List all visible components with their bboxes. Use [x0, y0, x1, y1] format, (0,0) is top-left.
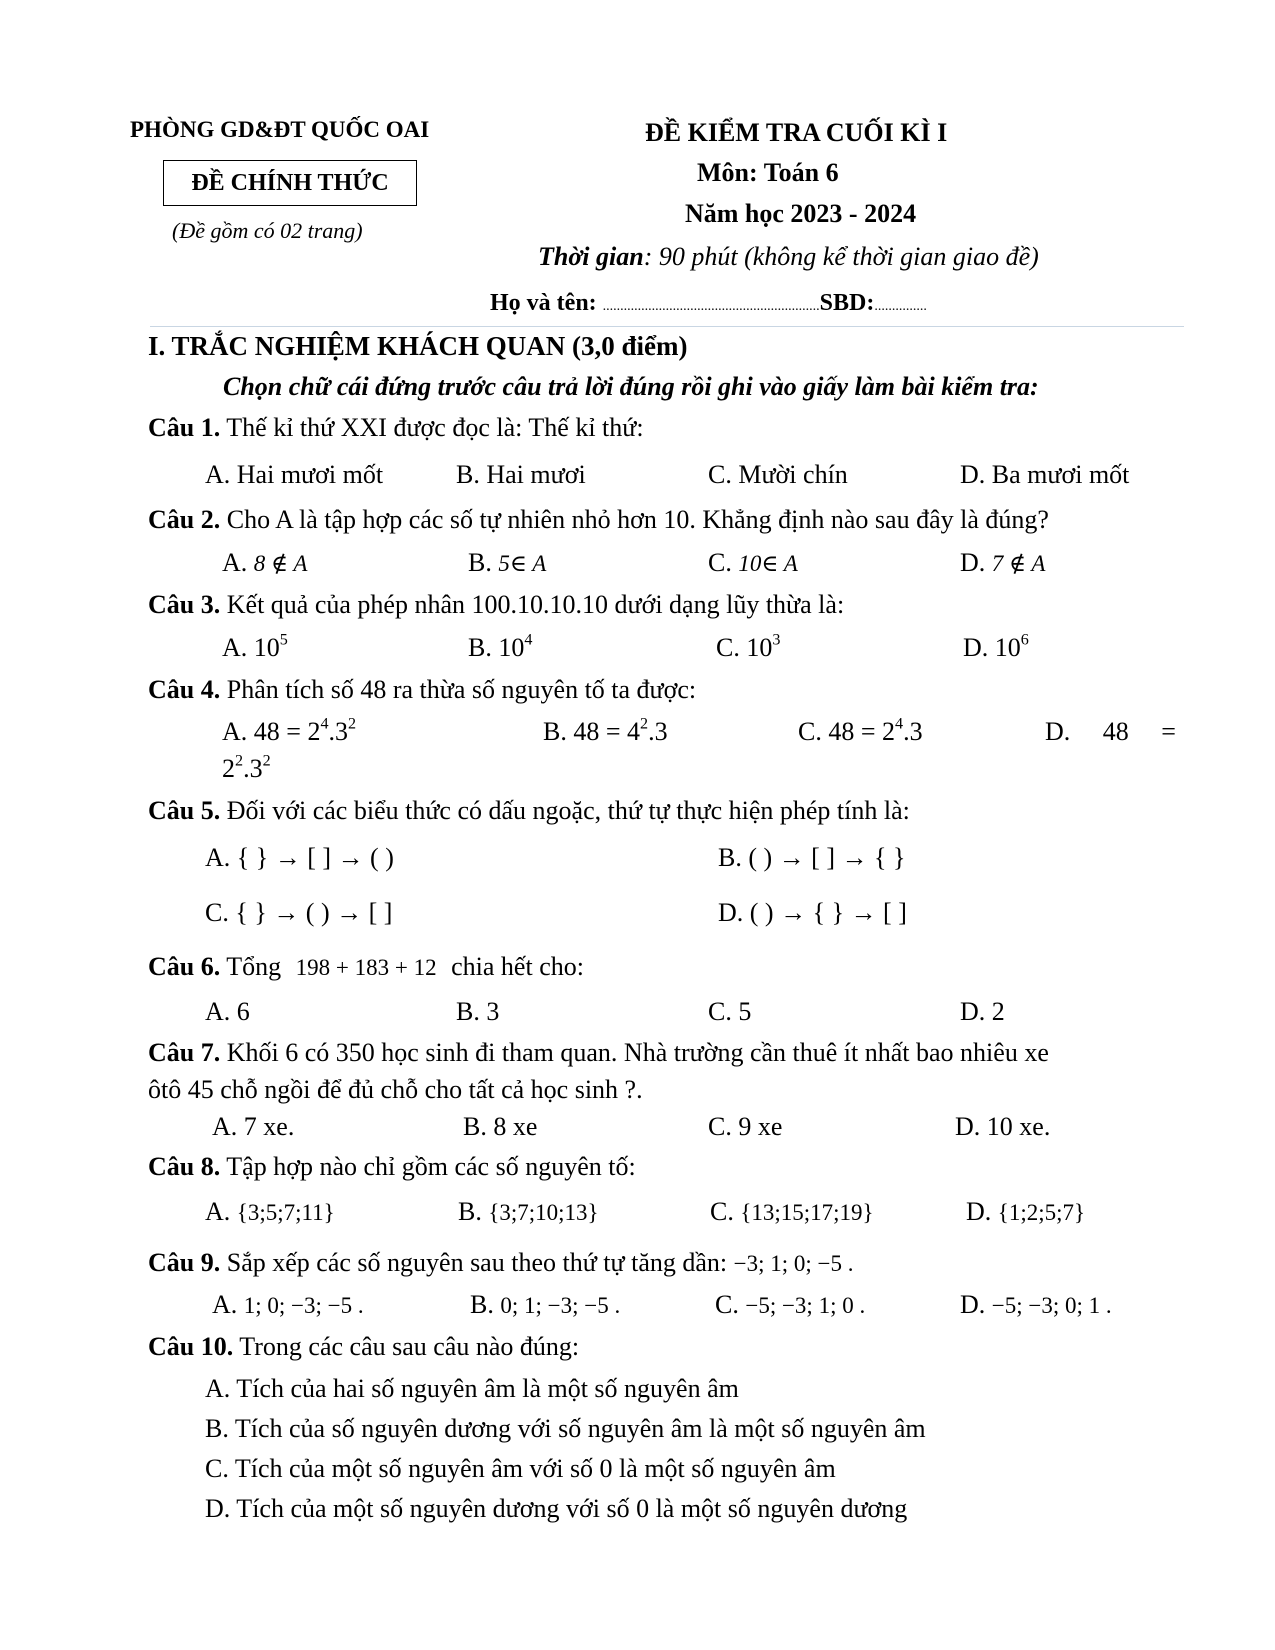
option-exponent: 2 — [235, 752, 244, 770]
question-10 — [148, 1332, 579, 1362]
question-3 — [148, 590, 844, 620]
q1-option-b: B. Hai mươi — [456, 460, 586, 489]
question-number: Câu 8. — [148, 1152, 221, 1181]
header-divider — [150, 326, 1184, 327]
q10-option-d: D. Tích của một số nguyên dương với số 0 là một số nguyên dương — [205, 1494, 908, 1523]
q4-option-d-value — [222, 754, 271, 784]
option-text: .3 — [328, 717, 349, 746]
question-text: Tập hợp nào chỉ gồm các số nguyên tố: — [220, 1152, 636, 1181]
q5-option-a: A. { } → [ ] → ( ) — [205, 843, 394, 872]
name-dots: .............................................................. — [602, 299, 820, 314]
time-value: : 90 phút (không kể thời gian giao đề) — [643, 242, 1039, 271]
question-number: Câu 10. — [148, 1332, 234, 1361]
option-base: D. 10 — [963, 633, 1021, 662]
option-letter: A. — [222, 548, 254, 577]
option-math: 8 ∉ A — [253, 551, 308, 576]
sbd-dots: ............... — [874, 299, 927, 314]
question-expression: 198 + 183 + 12 — [295, 955, 437, 980]
option-letter: C. — [715, 1290, 746, 1319]
option-set: {3;7;10;13} — [488, 1200, 599, 1225]
option-letter: C. — [710, 1197, 741, 1226]
q7-option-a: A. 7 xe. — [212, 1112, 295, 1141]
question-text: Cho A là tập hợp các số tự nhiên nhỏ hơn 10. Khẳng định nào sau đây là đúng? — [220, 505, 1049, 534]
option-exponent: 5 — [279, 631, 288, 649]
q3-option-b — [468, 633, 532, 663]
question-1 — [148, 413, 644, 443]
question-text: Phân tích số 48 ra thừa số nguyên tố ta được: — [220, 675, 697, 704]
q10-option-b: B. Tích của số nguyên dương với số nguyên âm là một số nguyên âm — [205, 1414, 926, 1443]
option-set: {3;5;7;11} — [236, 1200, 335, 1225]
option-text: A. 48 = 2 — [222, 717, 321, 746]
q9-option-c — [715, 1290, 865, 1320]
option-letter: D. — [966, 1197, 998, 1226]
question-text: chia hết cho: — [444, 952, 584, 981]
q7-option-c: C. 9 xe — [708, 1112, 783, 1141]
question-5 — [148, 796, 910, 826]
option-letter: A. — [205, 1197, 237, 1226]
time-line — [538, 242, 1039, 272]
option-base: C. 10 — [716, 633, 773, 662]
option-base: B. 10 — [468, 633, 525, 662]
option-math: 10∈ A — [738, 551, 798, 576]
question-text: Tổng — [220, 952, 288, 981]
question-text: Khối 6 có 350 học sinh đi tham quan. Nhà trường cần thuê ít nhất bao nhiêu xe — [220, 1038, 1049, 1067]
pages-note: (Đề gồm có 02 trang) — [172, 218, 363, 243]
q4-option-a — [222, 717, 356, 747]
option-base: A. 10 — [222, 633, 280, 662]
sbd-label: SBD: — [819, 290, 875, 316]
q6-option-b: B. 3 — [456, 997, 500, 1026]
question-number: Câu 1. — [148, 413, 221, 442]
q4-option-d-label: D. 48 = — [1045, 717, 1176, 746]
option-exponent: 6 — [1020, 631, 1029, 649]
q5-option-d: D. ( ) → { } → [ ] — [718, 898, 907, 927]
option-text: C. 48 = 2 — [798, 717, 896, 746]
option-sequence: −5; −3; 1; 0 . — [745, 1293, 866, 1318]
q10-option-c: C. Tích của một số nguyên âm với số 0 là một số nguyên âm — [205, 1454, 836, 1483]
q6-option-c: C. 5 — [708, 997, 752, 1026]
option-letter: A. — [212, 1290, 244, 1319]
q2-option-a — [222, 548, 307, 578]
question-expression: −3; 1; 0; −5 . — [733, 1251, 854, 1276]
question-7-line-2: ôtô 45 chỗ ngồi để đủ chỗ cho tất cả học sinh ?. — [148, 1075, 643, 1104]
option-text: .3 — [903, 717, 923, 746]
section-instruction: Chọn chữ cái đứng trước câu trả lời đúng rồi ghi vào giấy làm bài kiểm tra: — [223, 372, 1039, 401]
q3-option-c — [716, 633, 780, 663]
q3-option-a — [222, 633, 288, 663]
question-number: Câu 4. — [148, 675, 221, 704]
q5-option-b: B. ( ) → [ ] → { } — [718, 843, 906, 872]
question-9 — [148, 1248, 854, 1278]
q2-option-c — [708, 548, 798, 578]
q8-option-c — [710, 1197, 874, 1227]
section-title: I. TRẮC NGHIỆM KHÁCH QUAN (3,0 điểm) — [148, 331, 688, 361]
question-number: Câu 2. — [148, 505, 221, 534]
question-number: Câu 7. — [148, 1038, 221, 1067]
q8-option-d — [966, 1197, 1085, 1227]
q10-option-a: A. Tích của hai số nguyên âm là một số nguyên âm — [205, 1374, 739, 1403]
option-letter: C. — [708, 548, 739, 577]
q2-option-d — [960, 548, 1045, 578]
option-sequence: −5; −3; 0; 1 . — [991, 1293, 1112, 1318]
q6-option-a: A. 6 — [205, 997, 250, 1026]
school-year: Năm học 2023 - 2024 — [685, 199, 917, 228]
q7-option-d: D. 10 xe. — [955, 1112, 1051, 1141]
option-set: {1;2;5;7} — [997, 1200, 1086, 1225]
subject: Môn: Toán 6 — [697, 158, 839, 187]
q7-option-b: B. 8 xe — [463, 1112, 538, 1141]
name-line — [490, 290, 927, 317]
q9-option-b — [470, 1290, 620, 1320]
option-exponent: 4 — [320, 715, 329, 733]
option-text: B. 48 = 4 — [543, 717, 641, 746]
q8-option-a — [205, 1197, 335, 1227]
time-label: Thời gian — [538, 242, 644, 271]
q1-option-a: A. Hai mươi mốt — [205, 460, 384, 489]
q6-option-d: D. 2 — [960, 997, 1005, 1026]
q2-option-b — [468, 548, 546, 578]
question-number: Câu 6. — [148, 952, 221, 981]
q8-option-b — [458, 1197, 599, 1227]
option-text: .3 — [243, 754, 263, 783]
question-number: Câu 3. — [148, 590, 221, 619]
question-text: Kết quả của phép nhân 100.10.10.10 dưới dạng lũy thừa là: — [220, 590, 845, 619]
question-7 — [148, 1038, 1049, 1068]
question-8 — [148, 1152, 636, 1182]
question-2 — [148, 505, 1049, 535]
option-letter: B. — [468, 548, 499, 577]
q1-option-c: C. Mười chín — [708, 460, 848, 489]
question-text: Đối với các biểu thức có dấu ngoặc, thứ tự thực hiện phép tính là: — [220, 796, 910, 825]
option-set: {13;15;17;19} — [740, 1200, 874, 1225]
question-6 — [148, 952, 584, 982]
question-number: Câu 5. — [148, 796, 221, 825]
question-number: Câu 9. — [148, 1248, 221, 1277]
department-name: PHÒNG GD&ĐT QUỐC OAI — [130, 117, 430, 142]
option-letter: D. — [960, 1290, 992, 1319]
option-math: 7 ∉ A — [991, 551, 1046, 576]
name-label: Họ và tên: — [490, 290, 603, 316]
official-exam-box — [163, 160, 417, 206]
option-math: 5∈ A — [498, 551, 547, 576]
option-sequence: 0; 1; −3; −5 . — [500, 1293, 621, 1318]
option-text: 2 — [222, 754, 235, 783]
option-exponent: 4 — [895, 715, 904, 733]
q5-option-c: C. { } → ( ) → [ ] — [205, 898, 393, 927]
q4-option-b — [543, 717, 668, 747]
exam-title: ĐỀ KIỂM TRA CUỐI KÌ I — [645, 118, 948, 147]
question-text: Sắp xếp các số nguyên sau theo thứ tự tăng dần: — [220, 1248, 734, 1277]
option-text: .3 — [648, 717, 668, 746]
option-exponent: 2 — [348, 715, 357, 733]
question-text: Thế kỉ thứ XXI được đọc là: Thế kỉ thứ: — [220, 413, 644, 442]
question-text: Trong các câu sau câu nào đúng: — [233, 1332, 580, 1361]
option-sequence: 1; 0; −3; −5 . — [243, 1293, 364, 1318]
q3-option-d — [963, 633, 1029, 663]
option-exponent: 4 — [524, 631, 533, 649]
option-letter: B. — [458, 1197, 489, 1226]
q1-option-d: D. Ba mươi mốt — [960, 460, 1130, 489]
option-exponent: 2 — [640, 715, 649, 733]
option-exponent: 2 — [262, 752, 271, 770]
option-exponent: 3 — [772, 631, 781, 649]
question-4 — [148, 675, 696, 705]
official-label: ĐỀ CHÍNH THỨC — [191, 170, 389, 196]
q4-option-c — [798, 717, 923, 747]
q9-option-a — [212, 1290, 364, 1320]
q9-option-d — [960, 1290, 1112, 1320]
option-letter: B. — [470, 1290, 501, 1319]
option-letter: D. — [960, 548, 992, 577]
